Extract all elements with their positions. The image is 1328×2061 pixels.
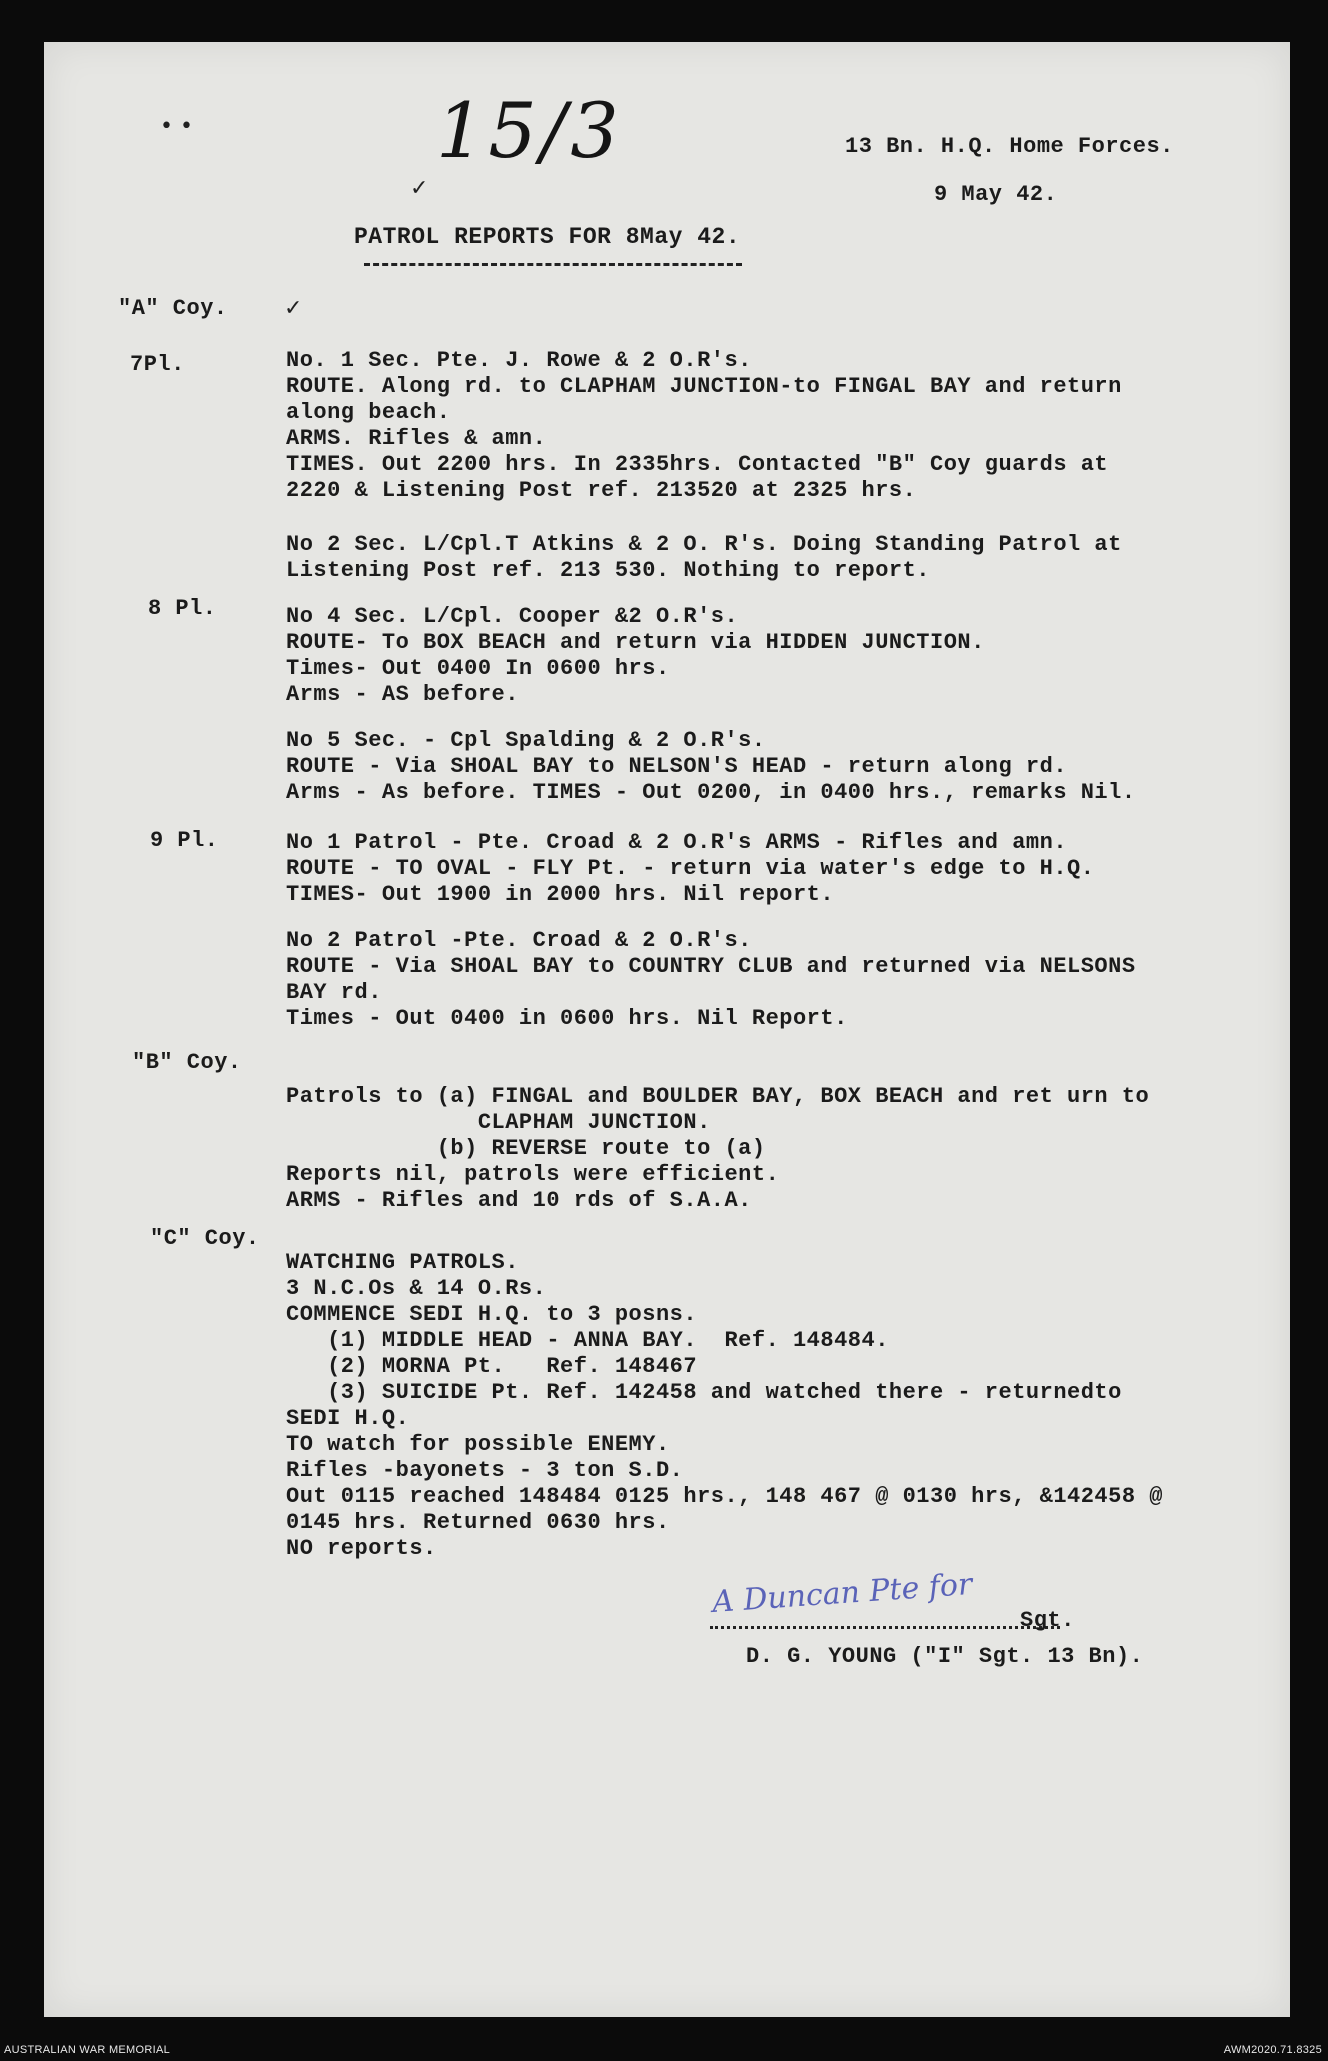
pl8-report-2: No 5 Sec. - Cpl Spalding & 2 O.R's. ROUTE - Via SHOAL BAY to NELSON'S HEAD - return along rd. Arms - As before. TIMES - Out 0200, in 0400 hrs., remarks Nil. <box>286 728 1136 805</box>
b-coy-heading: "B" Coy. <box>132 1050 242 1075</box>
page-title: PATROL REPORTS FOR 8May 42. <box>354 224 741 250</box>
footer-accession-number: AWM2020.71.8325 <box>1223 2044 1322 2056</box>
signature-rank: Sgt. <box>1020 1608 1075 1633</box>
ink-signature: A Duncan Pte for <box>711 1566 974 1621</box>
c-coy-heading: "C" Coy. <box>150 1226 260 1251</box>
tick-mark: ✓ <box>410 176 429 201</box>
pl9-report-2: No 2 Patrol -Pte. Croad & 2 O.R's. ROUTE - Via SHOAL BAY to COUNTRY CLUB and returned via NELSONS BAY rd. Times - Out 0400 in 0600 hrs. Nil Report. <box>286 928 1136 1031</box>
a-coy-heading: "A" Coy. <box>118 296 228 321</box>
pl9-report: No 1 Patrol - Pte. Croad & 2 O.R's ARMS - Rifles and amn. ROUTE - TO OVAL - FLY Pt. - return via water's edge to H.Q. TIMES- Out 1900 in 2000 hrs. Nil report. <box>286 830 1095 907</box>
tick-mark: ✓ <box>284 296 303 321</box>
handwritten-reference: 15/3 <box>436 86 623 175</box>
header-unit: 13 Bn. H.Q. Home Forces. <box>845 134 1174 159</box>
pl7-report-2: No 2 Sec. L/Cpl.T Atkins & 2 O. R's. Doing Standing Patrol at Listening Post ref. 213 530. Nothing to report. <box>286 532 1122 583</box>
pl8-label: 8 Pl. <box>148 596 217 621</box>
pl7-report: No. 1 Sec. Pte. J. Rowe & 2 O.R's. ROUTE. Along rd. to CLAPHAM JUNCTION-to FINGAL BAY and return along beach. ARMS. Rifles & amn. TIMES. Out 2200 hrs. In 2335hrs. Contacted "B" Coy guards at 2220 & Listening Post ref. 213520 at 2325 hrs. <box>286 348 1122 503</box>
c-coy-report: WATCHING PATROLS. 3 N.C.Os & 14 O.Rs. COMMENCE SEDI H.Q. to 3 posns. (1) MIDDLE HEAD - ANNA BAY. Ref. 148484. (2) MORNA Pt. Ref. 148467 (3) SUICIDE Pt. Ref. 142458 and watched there - returnedto SEDI H.Q. TO watch for possible ENEMY. Rifles -bayonets - 3 ton S.D. Out 0115 reached 148484 0125 hrs., 148 467 @ 0130 hrs, &142458 @ 0145 hrs. Returned 0630 hrs. NO reports. <box>286 1250 1163 1561</box>
header-date: 9 May 42. <box>934 182 1058 207</box>
signature-name: D. G. YOUNG ("I" Sgt. 13 Bn). <box>746 1644 1144 1669</box>
title-underline <box>364 263 742 266</box>
footer-source: AUSTRALIAN WAR MEMORIAL <box>4 2044 171 2056</box>
pl8-report: No 4 Sec. L/Cpl. Cooper &2 O.R's. ROUTE- To BOX BEACH and return via HIDDEN JUNCTION. Times- Out 0400 In 0600 hrs. Arms - AS before. <box>286 604 985 707</box>
signature-line <box>710 1626 1060 1629</box>
punch-mark: • • <box>160 114 193 139</box>
b-coy-report: Patrols to (a) FINGAL and BOULDER BAY, BOX BEACH and ret urn to CLAPHAM JUNCTION. (b) REVERSE route to (a) Reports nil, patrols were efficient. ARMS - Rifles and 10 rds of S.A.A. <box>286 1084 1150 1213</box>
pl9-label: 9 Pl. <box>150 828 219 853</box>
pl7-label: 7Pl. <box>130 352 185 377</box>
